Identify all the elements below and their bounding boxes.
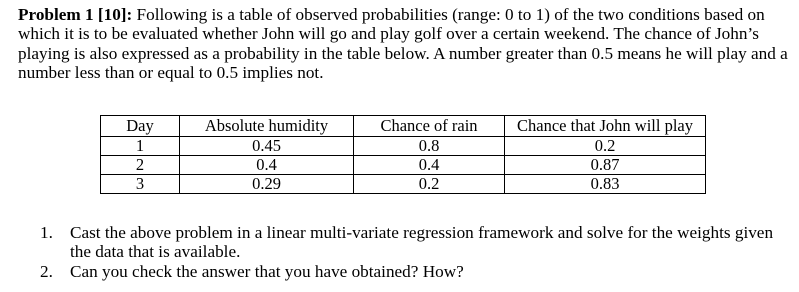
cell-chance-of-rain: 0.2 <box>354 175 505 194</box>
header-day: Day <box>101 116 180 137</box>
cell-absolute-humidity: 0.29 <box>180 175 354 194</box>
question-item <box>40 262 780 281</box>
question-number: 1. <box>40 223 53 242</box>
cell-absolute-humidity: 0.45 <box>180 137 354 156</box>
problem-text: Following is a table of observed probabilities (range: 0 to 1) of the two conditions based on which it is to be evaluated whether John will go and play golf over a certain weekend. The chance of John’s playing is also expressed as a probability in the table below. A number greater than 0.5 means he will play and a number less than or equal to 0.5 implies not. <box>18 5 788 83</box>
question-item <box>40 223 780 262</box>
problem-statement <box>18 5 788 83</box>
cell-chance-of-rain: 0.4 <box>354 156 505 175</box>
header-chance-john-will-play: Chance that John will play <box>505 116 706 137</box>
cell-day: 1 <box>101 137 180 156</box>
table-row <box>101 137 706 156</box>
header-absolute-humidity: Absolute humidity <box>180 116 354 137</box>
cell-chance-john-will-play: 0.87 <box>505 156 706 175</box>
cell-absolute-humidity: 0.4 <box>180 156 354 175</box>
question-text: Cast the above problem in a linear multi-variate regression framework and solve for the weights given the data that is available. <box>70 223 774 262</box>
cell-day: 2 <box>101 156 180 175</box>
table-header-row <box>101 116 706 137</box>
table-row <box>101 156 706 175</box>
cell-chance-john-will-play: 0.83 <box>505 175 706 194</box>
problem-heading: Problem 1 [10]: <box>18 5 133 24</box>
observations-table <box>100 115 706 194</box>
table-row <box>101 175 706 194</box>
question-number: 2. <box>40 261 53 281</box>
question-list <box>40 223 780 281</box>
cell-day: 3 <box>101 175 180 194</box>
observations-table-wrapper <box>100 115 706 194</box>
header-chance-of-rain: Chance of rain <box>354 116 505 137</box>
cell-chance-john-will-play: 0.2 <box>505 137 706 156</box>
cell-chance-of-rain: 0.8 <box>354 137 505 156</box>
question-text: Can you check the answer that you have obtained? How? <box>70 261 464 281</box>
